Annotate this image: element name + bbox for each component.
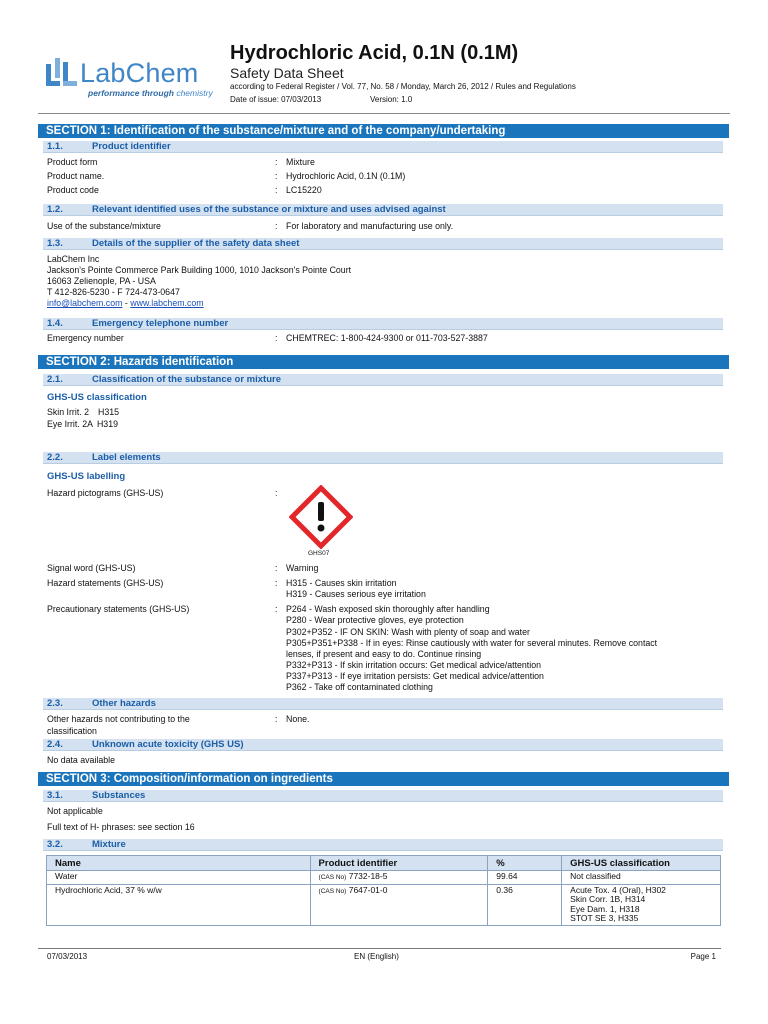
colon: : [275,563,278,573]
precautionary-statement: P264 - Wash exposed skin thoroughly after handling [286,604,490,614]
signal-word-label: Signal word (GHS-US) [47,563,136,573]
version: Version: 1.0 [370,95,413,104]
regulation-line: according to Federal Register / Vol. 77, No. 58 / Monday, March 26, 2012 / Rules and Regulations [230,82,576,91]
supplier-name: LabChem Inc [47,254,100,264]
not-applicable-text: Not applicable [47,806,103,816]
colon: : [275,333,278,343]
no-data-text: No data available [47,755,115,765]
precautionary-statement: P332+P313 - If skin irritation occurs: Get medical advice/attention [286,660,541,670]
hazard-statement: H315 - Causes skin irritation [286,578,397,588]
other-hazards-label-1: Other hazards not contributing to the [47,714,190,724]
subsection-3-2: 3.2. Mixture [43,839,723,851]
use-value: For laboratory and manufacturing use only. [286,221,454,231]
ingredient-name: Hydrochloric Acid, 37 % w/w [47,884,311,925]
precautionary-statement: lenses, if present and easy to do. Continue rinsing [286,649,482,659]
brand-name: LabChem [80,58,199,88]
ingredient-percent: 99.64 [488,871,562,885]
column-header: Product identifier [310,856,488,871]
mixture-table [46,855,721,926]
column-header: Name [47,856,311,871]
colon: : [275,221,278,231]
ingredient-classification: Not classified [562,871,721,885]
footer-divider [38,948,721,949]
subsection-1-2: 1.2. Relevant identified uses of the substance or mixture and uses advised against [43,204,723,216]
footer-language: EN (English) [354,952,399,961]
subsection-2-2: 2.2. Label elements [43,452,723,464]
exclamation-pictogram-icon [289,485,353,549]
product-name-value: Hydrochloric Acid, 0.1N (0.1M) [286,171,406,181]
table-row [47,871,721,885]
subsection-1-4: 1.4. Emergency telephone number [43,318,723,330]
brand-tagline: performance through chemistry [88,88,213,98]
classification-1: Skin Irrit. 2 H315 [47,407,120,417]
colon: : [275,714,278,724]
emergency-value: CHEMTREC: 1-800-424-9300 or 011-703-527-3887 [286,333,488,343]
subsection-1-3: 1.3. Details of the supplier of the safety data sheet [43,238,723,250]
ingredient-cas: (CAS No) 7647-01-0 [310,884,488,925]
precautionary-statement: P305+P351+P338 - If in eyes: Rinse cautiously with water for several minutes. Remove contact [286,638,658,648]
colon: : [275,488,278,498]
ghs-labelling-heading: GHS-US labelling [47,471,126,482]
subsection-2-1: 2.1. Classification of the substance or mixture [43,374,723,386]
precautionary-statement: P337+P313 - If eye irritation persists: Get medical advice/attention [286,671,544,681]
footer-page: Page 1 [690,952,716,961]
ingredient-name: Water [47,871,311,885]
supplier-address-2: 16063 Zelienople, PA - USA [47,276,156,286]
ingredient-classification: Acute Tox. 4 (Oral), H302 Skin Corr. 1B, H314 Eye Dam. 1, H318 STOT SE 3, H335 [562,884,721,925]
header-divider [38,113,730,114]
ghs-classification-heading: GHS-US classification [47,392,147,403]
hazard-statements-label: Hazard statements (GHS-US) [47,578,164,588]
subsection-3-1: 3.1. Substances [43,790,723,802]
column-header: GHS-US classification [562,856,721,871]
product-code-value: LC15220 [286,185,322,195]
issue-date: Date of issue: 07/03/2013 [230,95,322,104]
colon: : [275,578,278,588]
precautionary-statement: P280 - Wear protective gloves, eye protection [286,615,464,625]
colon: : [275,185,278,195]
use-label: Use of the substance/mixture [47,221,161,231]
document-title: Hydrochloric Acid, 0.1N (0.1M) [230,42,519,64]
other-hazards-label-2: classification [47,726,97,736]
classification-2: Eye Irrit. 2A H319 [47,419,118,429]
product-form-label: Product form [47,157,98,167]
labchem-logo-icon [46,58,78,88]
product-form-value: Mixture [286,157,315,167]
subsection-2-4: 2.4. Unknown acute toxicity (GHS US) [43,739,723,751]
column-header: % [488,856,562,871]
table-header-row [47,856,721,871]
issue-info [230,95,413,104]
subsection-1-1: 1.1. Product identifier [43,141,723,153]
precautionary-statement: P302+P352 - IF ON SKIN: Wash with plenty of soap and water [286,627,530,637]
pictograms-label: Hazard pictograms (GHS-US) [47,488,164,498]
precautionary-label: Precautionary statements (GHS-US) [47,604,190,614]
document-subtitle: Safety Data Sheet [230,65,344,81]
table-row [47,884,721,925]
supplier-address-1: Jackson's Pointe Commerce Park Building 1000, 1010 Jackson's Pointe Court [47,265,352,275]
signal-word-value: Warning [286,563,319,573]
product-code-label: Product code [47,185,99,195]
supplier-links: info@labchem.com - www.labchem.com [47,298,204,308]
hazard-statement: H319 - Causes serious eye irritation [286,589,426,599]
colon: : [275,157,278,167]
other-hazards-value: None. [286,714,310,724]
emergency-label: Emergency number [47,333,124,343]
email-link[interactable]: info@labchem.com [47,298,123,308]
section-2-header: SECTION 2: Hazards identification [38,355,729,369]
pictogram-caption: GHS07 [308,550,330,557]
section-3-header: SECTION 3: Composition/information on ingredients [38,772,729,786]
full-text-note: Full text of H- phrases: see section 16 [47,822,195,832]
footer-date: 07/03/2013 [47,952,88,961]
website-link[interactable]: www.labchem.com [130,298,204,308]
supplier-phone: T 412-826-5230 - F 724-473-0647 [47,287,180,297]
ingredient-percent: 0.36 [488,884,562,925]
precautionary-statement: P362 - Take off contaminated clothing [286,682,433,692]
subsection-2-3: 2.3. Other hazards [43,698,723,710]
product-name-label: Product name. [47,171,105,181]
colon: : [275,171,278,181]
ingredient-cas: (CAS No) 7732-18-5 [310,871,488,885]
section-1-header: SECTION 1: Identification of the substance/mixture and of the company/undertaking [38,124,729,138]
colon: : [275,604,278,614]
labchem-logo [46,56,226,100]
